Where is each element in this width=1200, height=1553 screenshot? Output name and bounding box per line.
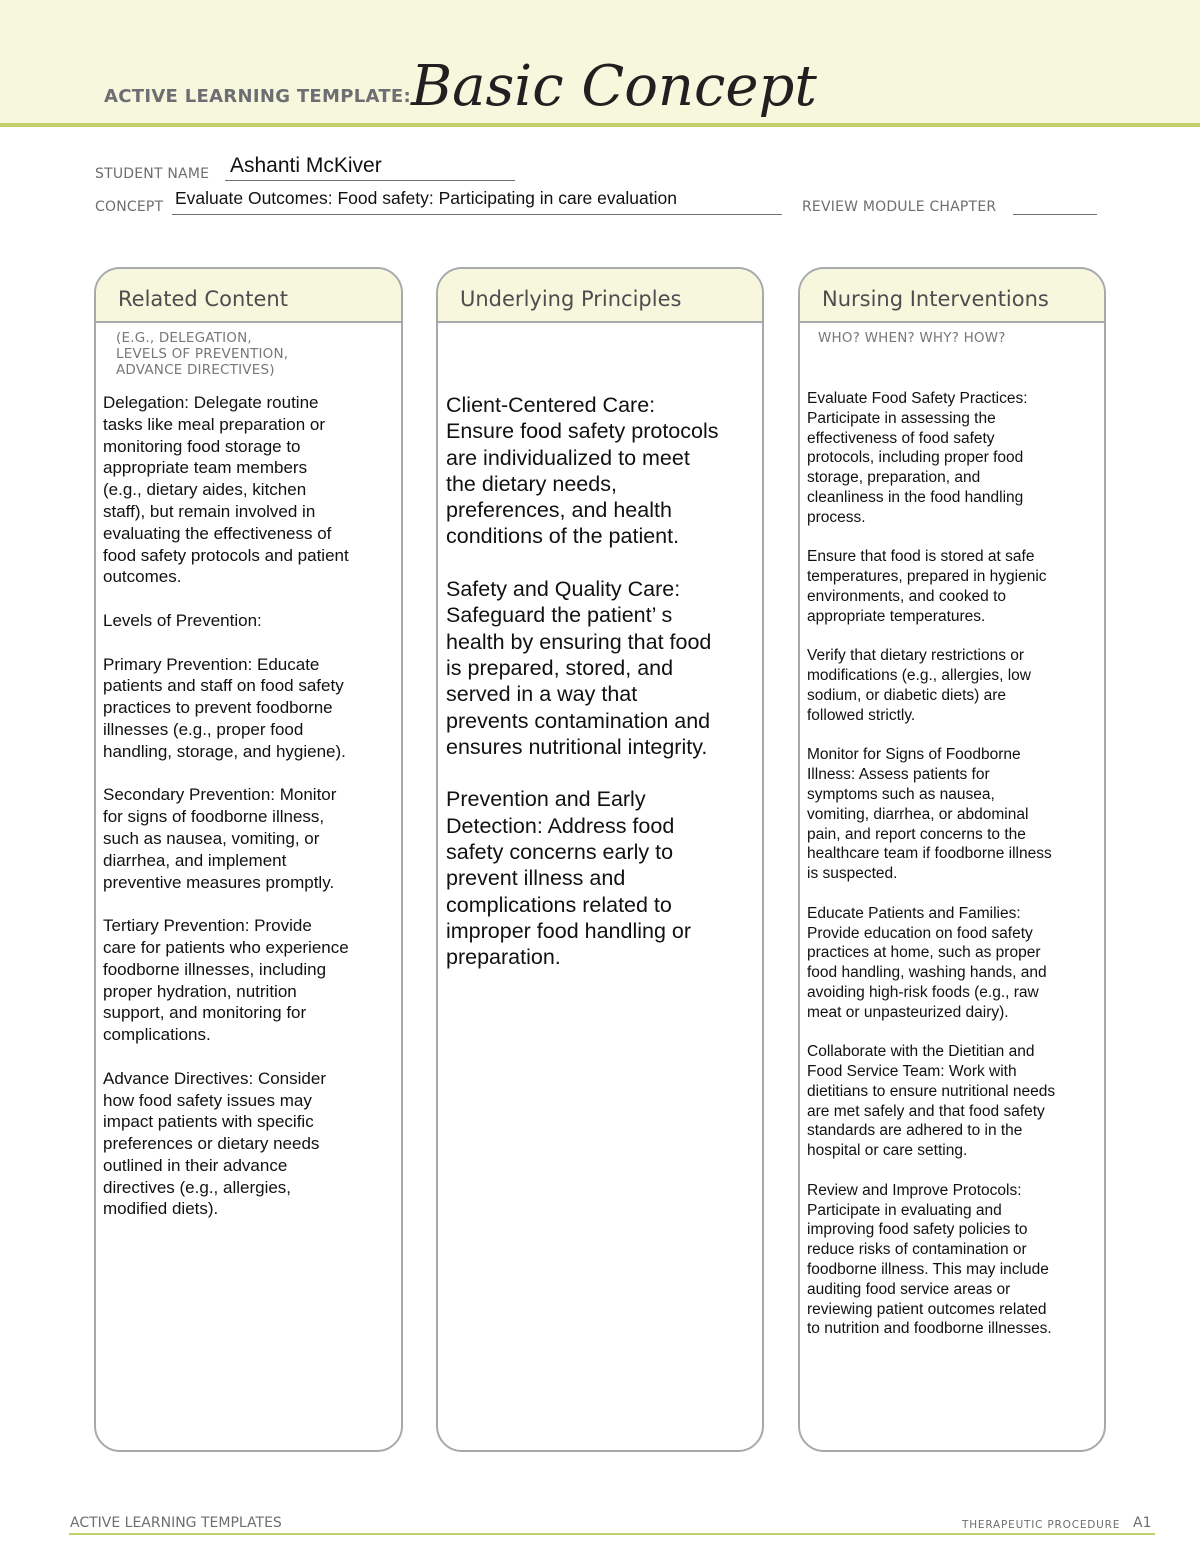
- footer-divider: [69, 1533, 1155, 1535]
- nursing-interventions-header: [800, 269, 1104, 323]
- related-content-header: [96, 269, 401, 323]
- nursing-interventions-subtitle: WHO? WHEN? WHY? HOW?: [818, 330, 1006, 346]
- template-title: Basic Concept: [411, 54, 817, 119]
- underlying-principles-paragraph: Safety and Quality Care: Safeguard the patient’ s health by ensuring that food is prepared, stored, and served in a way that prevents contamination and ensures nutritional integrity.: [446, 577, 712, 759]
- review-module-label: REVIEW MODULE CHAPTER: [802, 199, 997, 215]
- nursing-interventions-paragraph: Educate Patients and Families: Provide education on food safety practices at home, such as proper food handling, washing hands, and avoiding high-risk foods (e.g., raw meat or unpasteurized dairy).: [807, 904, 1047, 1021]
- underlying-principles-title: Underlying Principles: [460, 287, 682, 311]
- related-content-panel: [94, 267, 403, 1452]
- related-content-title: Related Content: [118, 287, 288, 311]
- student-name-field[interactable]: Ashanti McKiver: [230, 154, 382, 177]
- nursing-interventions-paragraph: Review and Improve Protocols: Participate in evaluating and improving food safety policies to reduce risks of contamination or foodborne illness. This may include auditing food service areas or reviewing patient outcomes related to nutrition and foodborne illnesses.: [807, 1181, 1052, 1338]
- nursing-interventions-paragraph: Evaluate Food Safety Practices: Participate in assessing the effectiveness of food safety protocols, including proper food storage, preparation, and cleanliness in the food handling process.: [807, 390, 1028, 526]
- concept-underline: [172, 214, 782, 215]
- concept-label: CONCEPT: [95, 199, 164, 215]
- underlying-principles-header: [438, 269, 762, 323]
- footer-page-number: A1: [1133, 1515, 1152, 1531]
- concept-field[interactable]: Evaluate Outcomes: Food safety: Participating in care evaluation: [175, 188, 677, 208]
- student-name-label: STUDENT NAME: [95, 166, 210, 182]
- related-content-paragraph: Levels of Prevention:: [103, 610, 262, 630]
- header-divider: [0, 123, 1200, 127]
- nursing-interventions-body[interactable]: [807, 389, 1099, 1359]
- related-content-paragraph: Advance Directives: Consider how food safety issues may impact patients with specific preferences or dietary needs outlined in their advance directives (e.g., allergies, modified diets).: [103, 1068, 326, 1219]
- related-content-subtitle: (E.G., DELEGATION, LEVELS OF PREVENTION, ADVANCE DIRECTIVES): [116, 330, 289, 378]
- template-label: ACTIVE LEARNING TEMPLATE:: [104, 86, 411, 107]
- related-content-paragraph: Delegation: Delegate routine tasks like meal preparation or monitoring food storage to appropriate team members (e.g., dietary aides, kitchen staff), but remain involved in evaluating the effectiveness of food safety protocols and patient outcomes.: [103, 393, 349, 587]
- nursing-interventions-paragraph: Verify that dietary restrictions or modifications (e.g., allergies, low sodium, or diabetic diets) are followed strictly.: [807, 647, 1031, 724]
- nursing-interventions-paragraph: Collaborate with the Dietitian and Food Service Team: Work with dietitians to ensure nutritional needs are met safely and that food safety standards are adhered to in the hospital or care setting.: [807, 1043, 1056, 1160]
- related-content-paragraph: Tertiary Prevention: Provide care for patients who experience foodborne illnesses, including proper hydration, nutrition support, and monitoring for complications.: [103, 916, 349, 1045]
- underlying-principles-panel: [436, 267, 764, 1452]
- footer-left-label: ACTIVE LEARNING TEMPLATES: [70, 1515, 282, 1531]
- related-content-body[interactable]: [103, 392, 395, 1242]
- review-module-underline: [1013, 214, 1097, 215]
- underlying-principles-paragraph: Prevention and Early Detection: Address food safety concerns early to prevent illness and complications related to improper food handling or preparation.: [446, 787, 692, 970]
- nursing-interventions-panel: [798, 267, 1106, 1452]
- related-content-paragraph: Secondary Prevention: Monitor for signs of foodborne illness, such as nausea, vomiting, or diarrhea, and implement preventive measures promptly.: [103, 785, 337, 892]
- footer-right-label: THERAPEUTIC PROCEDURE: [962, 1519, 1121, 1531]
- nursing-interventions-paragraph: Monitor for Signs of Foodborne Illness: Assess patients for symptoms such as nausea, vomiting, diarrhea, or abdominal pain, and report concerns to the healthcare team if foodborne illness is suspected.: [807, 746, 1052, 883]
- nursing-interventions-title: Nursing Interventions: [822, 287, 1049, 311]
- underlying-principles-paragraph: Client-Centered Care: Ensure food safety protocols are individualized to meet the dietary needs, preferences, and health conditions of the patient.: [446, 393, 719, 549]
- related-content-paragraph: Primary Prevention: Educate patients and staff on food safety practices to prevent foodborne illnesses (e.g., proper food handling, storage, and hygiene).: [103, 654, 346, 761]
- nursing-interventions-paragraph: Ensure that food is stored at safe temperatures, prepared in hygienic environments, and cooked to appropriate temperatures.: [807, 548, 1047, 625]
- underlying-principles-body[interactable]: [446, 392, 756, 997]
- student-name-underline: [225, 180, 515, 181]
